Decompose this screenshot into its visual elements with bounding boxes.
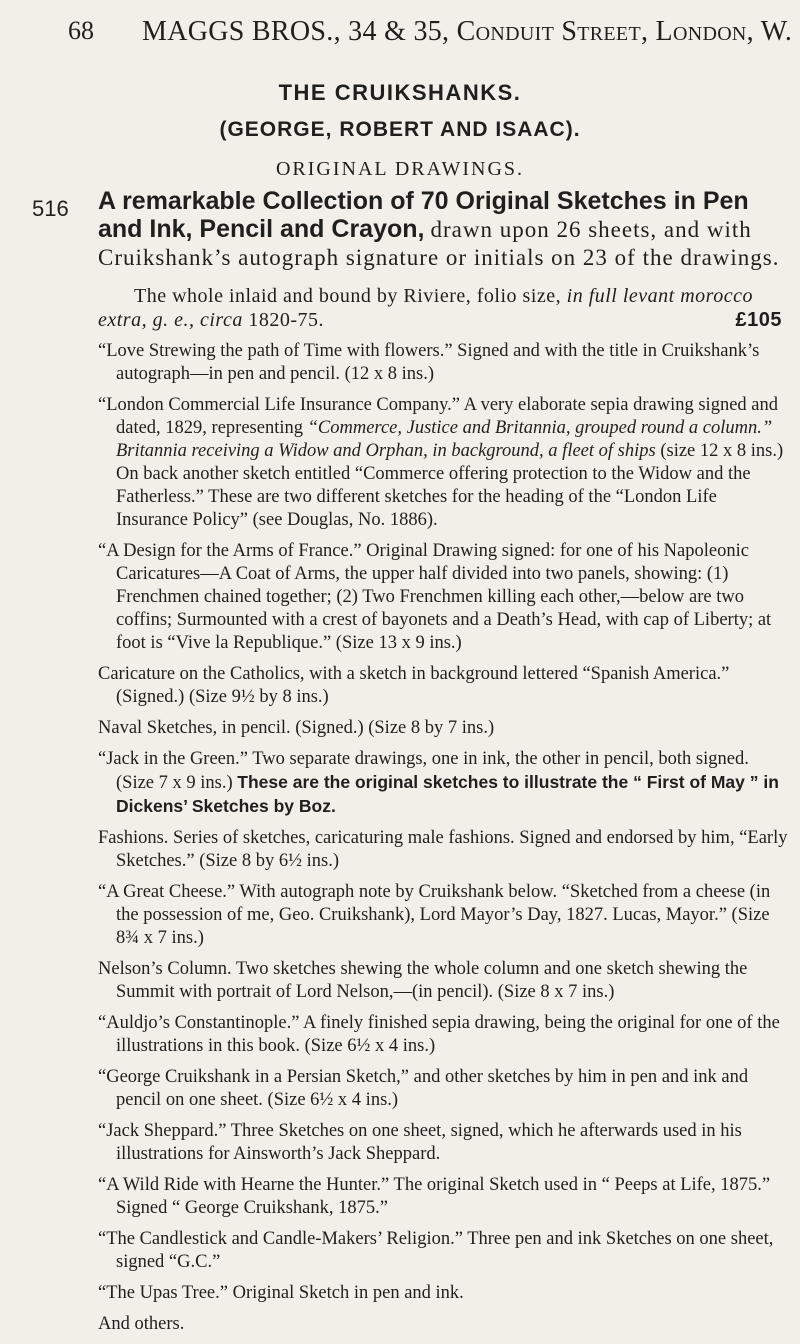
list-item: [98, 540, 788, 655]
sketch-list: [98, 340, 788, 1336]
binding-text-italic: in full levant morocco extra, g. e., circa: [98, 285, 753, 331]
item-text: “Jack in the Green.” Two separate drawings, one in ink, the other in pencil, both signed. (Size 7 x 9 ins.): [98, 749, 749, 793]
firm-address: MAGGS BROS., 34 & 35, Conduit Street, London, W.: [142, 16, 793, 47]
list-item: [98, 663, 788, 709]
lot-title-rest: drawn upon 26 sheets, and with Cruikshank’s autograph signature or initials on 23 of the drawings.: [98, 217, 780, 270]
item-text: Fashions. Series of sketches, caricaturing male fashions. Signed and endorsed by him, “Early Sketches.” (Size 8 by 6½ ins.): [98, 828, 788, 871]
item-text-italic: “Commerce, Justice and Britannia, grouped round a column.” Britannia receiving a Widow and Orphan, in background, a fleet of ships: [116, 418, 773, 461]
lot-title: [98, 188, 788, 272]
item-text: Nelson’s Column. Two sketches shewing the whole column and one sketch shewing the Summit with portrait of Lord Nelson,—(in pencil). (Size 8 x 7 ins.): [98, 959, 748, 1002]
list-item: [98, 1282, 788, 1305]
list-item: [98, 748, 788, 819]
list-item: [98, 958, 788, 1004]
section-title: THE CRUIKSHANKS.: [278, 80, 522, 105]
list-item: [98, 717, 788, 740]
list-item: [98, 881, 788, 950]
item-text: “A Wild Ride with Hearne the Hunter.” The original Sketch used in “ Peeps at Life, 1875.” Signed “ George Cruikshank, 1875.”: [98, 1175, 771, 1218]
item-text: Caricature on the Catholics, with a sketch in background lettered “Spanish America.” (Signed.) (Size 9½ by 8 ins.): [98, 664, 730, 707]
list-item: [98, 1174, 788, 1220]
section-heading: ORIGINAL DRAWINGS.: [275, 158, 525, 180]
section-subtitle: (GEORGE, ROBERT AND ISAAC).: [219, 118, 581, 141]
item-text: “The Upas Tree.” Original Sketch in pen and ink.: [98, 1283, 464, 1303]
lot-number: 516: [32, 196, 69, 221]
item-text: “The Candlestick and Candle-Makers’ Religion.” Three pen and ink Sketches on one sheet, signed “G.C.”: [98, 1229, 774, 1272]
lot-body: [98, 188, 788, 1344]
list-item: [98, 827, 788, 873]
item-text: “A Design for the Arms of France.” Original Drawing signed: for one of his Napoleonic Caricatures—A Coat of Arms, the upper half divided into two panels, showing: (1) Frenchmen chained together; (2) Two Frenchmen killing each other,—below are two coffins; Surmounted with a crest of bayonets and a Death’s Head, with cap of Liberty; at foot is “Vive la Republique.” (Size 13 x 9 ins.): [98, 541, 772, 653]
item-text-bold: These are the original sketches to illustrate the “ First of May ” in Dickens’ Sketches by Boz.: [116, 772, 779, 816]
item-text: “London Commercial Life Insurance Company.” A very elaborate sepia drawing signed and dated, 1829, representing: [98, 395, 778, 438]
item-text: “A Great Cheese.” With autograph note by Cruikshank below. “Sketched from a cheese (in the possession of me, Geo. Cruikshank), Lord Mayor’s Day, 1827. Lucas, Mayor.” (Size 8¾ x 7 ins.): [98, 882, 771, 948]
item-text: And others.: [98, 1314, 185, 1334]
binding-text-a: The whole inlaid and bound by Riviere, folio size,: [134, 285, 562, 307]
list-item: [98, 1120, 788, 1166]
lot-title-bold: A remarkable Collection of 70 Original Sketches in Pen and Ink, Pencil and Crayon,: [98, 187, 749, 243]
lot-price: £105: [735, 309, 782, 331]
list-item: [98, 1228, 788, 1274]
page-number: 68: [68, 16, 94, 45]
item-text: “Love Strewing the path of Time with flowers.” Signed and with the title in Cruikshank’s autograph—in pen and pencil. (12 x 8 ins.): [98, 341, 760, 384]
running-head: [60, 16, 793, 56]
list-item: [98, 340, 788, 386]
item-text: Naval Sketches, in pencil. (Signed.) (Size 8 by 7 ins.): [98, 718, 495, 738]
list-item: [98, 1313, 788, 1336]
list-item: [98, 1012, 788, 1058]
binding-description: [98, 284, 788, 332]
list-item: [98, 1066, 788, 1112]
binding-text-b: 1820-75.: [248, 309, 324, 331]
item-text: “Jack Sheppard.” Three Sketches on one sheet, signed, which he afterwards used in his illustrations for Ainsworth’s Jack Sheppard.: [98, 1121, 742, 1164]
item-text-after: (size 12 x 8 ins.) On back another sketch entitled “Commerce offering protection to the Widow and the Fatherless.” These are two different sketches for the heading of the “London Life Insurance Policy” (see Douglas, No. 1886).: [116, 441, 784, 530]
item-text: “Auldjo’s Constantinople.” A finely finished sepia drawing, being the original for one of the illustrations in this book. (Size 6½ x 4 ins.): [98, 1013, 780, 1056]
item-text: “George Cruikshank in a Persian Sketch,” and other sketches by him in pen and ink and pencil on one sheet. (Size 6½ x 4 ins.): [98, 1067, 749, 1110]
list-item: [98, 394, 788, 532]
